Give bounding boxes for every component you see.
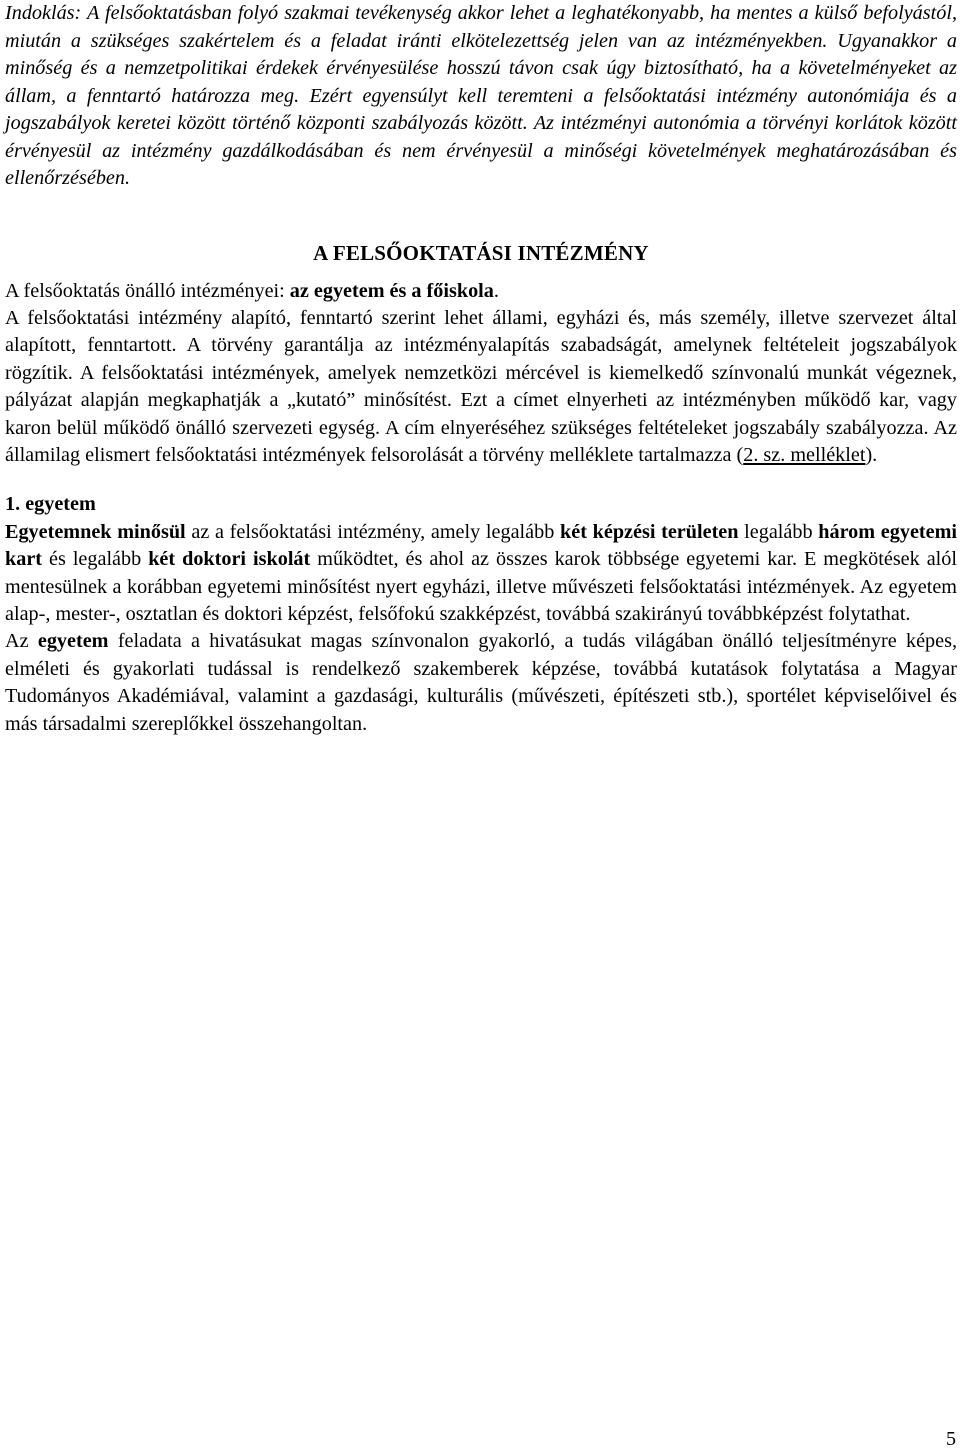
- section-1-title: 1. egyetem: [5, 493, 96, 516]
- institutions-line-prefix: A felsőoktatás önálló intézményei:: [5, 279, 290, 302]
- institutions-line-bold: az egyetem és a főiskola: [289, 279, 494, 302]
- institutions-paragraph-text: A felsőoktatási intézmény alapító, fenntartó szerint lehet állami, egyházi és, más személy, illetve szervezet által alapított, fenntartott. A törvény garantálja az intézményalapítás szabadságát, amelynek feltételeit jogszabályok rögzítik. A felsőoktatási intézmények, amelyek nemzetközi mércével is kiemelkedő színvonalú munkát végeznek, pályázat alapján megkaphatják a „kutató” minősítést. Ezt a címet elnyerheti az intézményben működő kar, vagy karon belül működő önálló szervezeti egység. A cím elnyeréséhez szükséges feltételeket jogszabály szabályozza. Az államilag elismert felsőoktatási intézmények felsorolását a törvény melléklete tartalmazza (: [5, 306, 957, 466]
- bold-term: egyetem: [37, 630, 109, 653]
- institutions-paragraph-end: ).: [865, 443, 878, 466]
- text-run: működtet, és ahol az összes karok többsége egyetemi kar. E megkötések alól mentesülnek a korábban egyetemi minősítést nyert egyházi, illetve művészeti felsőoktatási intézmények. Az egyetem alap-, mester-, osztatlan és doktori képzést, felsőfokú szakképzést, továbbá szakirányú továbbképzést folytathat.: [5, 548, 957, 625]
- bold-term: két doktori iskolát: [148, 548, 311, 571]
- university-tasks-paragraph: [5, 628, 957, 738]
- institutions-line-suffix: .: [493, 279, 499, 302]
- bold-term: két képzési területen: [560, 520, 739, 543]
- section-heading: A FELSŐOKTATÁSI INTÉZMÉNY: [313, 240, 649, 265]
- institutions-line: [5, 278, 957, 305]
- text-run: legalább: [738, 520, 819, 543]
- text-run: és legalább: [42, 548, 149, 571]
- text-run: feladata a hivatásukat magas színvonalon gyakorló, a tudás világában önálló teljesítményre képes, elméleti és gyakorlati tudással is rendelkező szakemberek képzése, továbbá kutatások folytatása a Magyar Tudományos Akadémiával, valamint a gazdasági, kulturális (művészeti, építészeti stb.), sportélet képviselőivel és más társadalmi szereplőkkel összehangoltan.: [5, 630, 957, 735]
- text-run: az a felsőoktatási intézmény, amely legalább: [185, 520, 561, 543]
- bold-term: három egyetemi kart: [5, 520, 958, 571]
- university-definition-paragraph: [5, 519, 957, 629]
- institutions-paragraph: [5, 305, 957, 469]
- annex-link[interactable]: 2. sz. melléklet: [743, 443, 866, 466]
- document-page: [5, 0, 957, 738]
- text-run: Az: [5, 630, 38, 653]
- page-number: 5: [946, 1428, 956, 1450]
- bold-term: Egyetemnek minősül: [5, 520, 186, 543]
- justification-paragraph: Indoklás: A felsőoktatásban folyó szakmai tevékenység akkor lehet a leghatékonyabb, ha mentes a külső befolyástól, miután a szükséges szakértelem és a feladat iránti elkötelezettség jelen van az intézményekben. Ugyanakkor a minőség és a nemzetpolitikai érdekek érvényesülése hosszú távon csak úgy biztosítható, ha a követelményeket az állam, a fenntartó határozza meg. Ezért egyensúlyt kell teremteni a felsőoktatási intézmény autonómiája és a jogszabályok keretei között történő központi szabályozás között. Az intézményi autonómia a törvényi korlátok között érvényesül az intézmény gazdálkodásában és nem érvényesül a minőségi követelmények meghatározásában és ellenőrzésében.: [5, 2, 957, 189]
